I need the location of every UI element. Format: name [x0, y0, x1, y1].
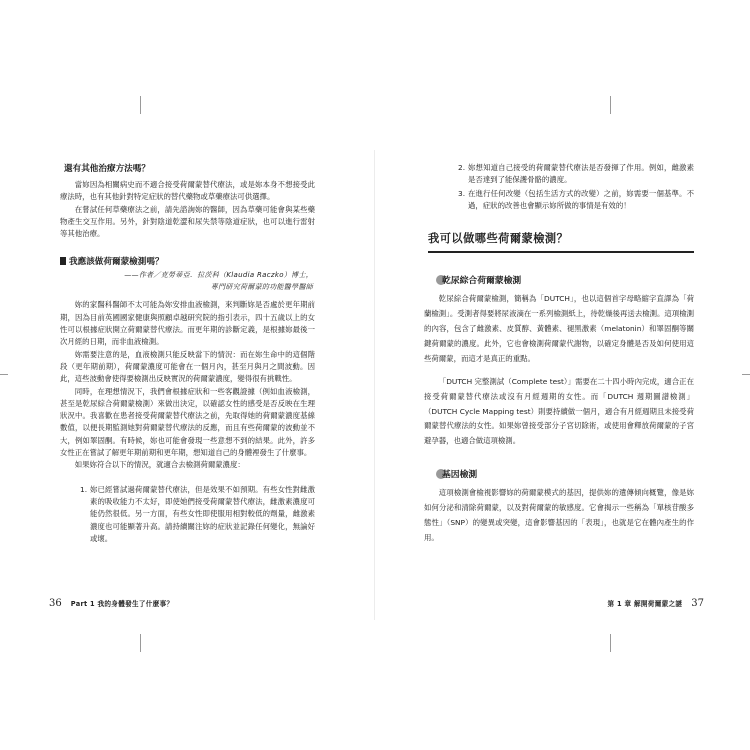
right-page	[424, 162, 694, 546]
page-gutter	[374, 150, 375, 620]
paragraph: 乾尿綜合荷爾蒙檢測，簡稱為「DUTCH」，也以這個首字母略縮字直譯為「荷蘭檢測」。受測者得要將尿液滴在一系列檢測紙上，待乾燥後再送去檢測。這項檢測的內容，包含了雌激素、皮質醇、黃體素、褪黑激素（melatonin）和睪固酮等關鍵荷爾蒙的濃度。此外，它也會檢測荷爾蒙代謝物，以確定身體是否及如何使用這些荷爾蒙，而這才是真正的重點。	[424, 294, 694, 363]
paragraph: 當妳因為相關病史而不適合接受荷爾蒙替代療法，或是妳本身不想接受此療法時，也有其他針對特定症狀的替代藥物或草藥療法可供選擇。	[60, 180, 315, 202]
section-heading	[436, 467, 694, 480]
question-heading	[60, 255, 315, 267]
section-heading-text: 基因檢測	[442, 470, 478, 481]
question-heading-text: 我應該做荷爾蒙檢測嗎？	[69, 257, 164, 268]
left-folio	[49, 598, 173, 609]
section-heading: 還有其他治療方法嗎？	[64, 164, 150, 174]
crop-mark	[610, 96, 611, 114]
paragraph: 妳需要注意的是，血液檢測只能反映當下的情況：而在妳生命中的這個階段（更年期前期），荷爾蒙濃度可能會在一個月內，甚至月與月之間波動。因此，這些波動會使得要檢測出反映實況的荷爾蒙濃度，變得很有挑戰性。	[60, 349, 315, 384]
list-text: 在進行任何改變（包括生活方式的改變）之前，妳需要一個基準。不過，症狀的改善也會顯示妳所做的事情是有效的！	[468, 188, 694, 210]
numbered-list	[80, 484, 315, 545]
attribution	[60, 270, 313, 293]
right-folio	[608, 598, 704, 609]
attribution-line: 專門研究荷爾蒙的功能醫學醫師	[210, 282, 313, 291]
left-page	[60, 162, 315, 545]
list-number: 1.	[80, 484, 88, 494]
attribution-line: ——作者／克勞蒂亞．拉茨科（Klaudia Raczko）博士，	[124, 271, 313, 280]
crop-mark	[610, 634, 611, 652]
page-number: 37	[691, 598, 704, 609]
main-heading: 我可以做哪些荷爾蒙檢測？	[428, 230, 694, 253]
paragraph: 如果妳符合以下的情況，就適合去檢測荷爾蒙濃度：	[74, 460, 245, 470]
running-head: 第 1 章 解開荷爾蒙之謎	[607, 600, 683, 608]
heading-marker-icon	[60, 257, 66, 265]
list-number: 3.	[458, 188, 466, 198]
list-item	[80, 484, 315, 545]
section-heading	[436, 273, 694, 286]
crop-mark	[0, 374, 8, 375]
running-head: Part 1 我的身體發生了什麼事？	[70, 600, 174, 608]
page-number: 36	[49, 598, 62, 609]
paragraph: 妳的家醫科醫師不太可能為妳安排血液檢測，來判斷妳是否處於更年期前期，因為目前英國國家健康與照顧卓越研究院的指引表示，四十五歲以上的女性可以根據症狀開立荷爾蒙替代療法。而更年期的診斷定義，是根據妳最後一次月經的日期，而非血液檢測。	[60, 300, 315, 347]
list-text: 妳已經嘗試過荷爾蒙替代療法，但是效果不如預期。有些女性對雌激素的吸收能力不太好，即使她們接受荷爾蒙替代療法，雌激素濃度可能仍然很低。另一方面，有些女性即使服用相對較低的劑量，雌激素濃度也可能顯著升高。請持續關注妳的症狀並記錄任何變化，無論好或壞。	[90, 484, 315, 543]
list-item	[458, 162, 694, 187]
paragraph: 「DUTCH 完整測試（Complete test）」需要在二十四小時內完成，適合正在接受荷爾蒙替代療法或沒有月經週期的女性。而「DUTCH 週期圖譜檢測」（DUTCH Cycle Mapping test）則要持續做一個月，適合有月經週期且未接受荷爾蒙替代療法的女性。如果妳曾接受部分子宮切除術，或使用會釋放荷爾蒙的子宮避孕器，也適合做這項檢測。	[424, 376, 694, 446]
section-heading-text: 乾尿綜合荷爾蒙檢測	[442, 276, 522, 287]
numbered-list	[458, 162, 694, 212]
list-text: 妳想知道自己接受的荷爾蒙替代療法是否發揮了作用。例如，雌激素是否達到了能保護骨骼的濃度。	[468, 163, 694, 185]
crop-mark	[742, 374, 750, 375]
crop-mark	[140, 96, 141, 114]
list-item	[458, 188, 694, 213]
list-number: 2.	[458, 163, 466, 172]
paragraph: 在嘗試任何草藥療法之前，請先諮詢妳的醫師，因為草藥可能會與某些藥物產生交互作用。另外，針對陰道乾澀和尿失禁等陰道症狀，也可以進行雷射等其他治療。	[60, 204, 315, 239]
crop-mark	[140, 634, 141, 652]
paragraph: 同時，在理想情況下，我們會根據症狀和一些客觀證據（例如血液檢測，甚至是乾尿綜合荷爾蒙檢測）來做出決定，以確認女性的感受是否反映在生理狀況中。我喜歡在患者接受荷爾蒙替代療法之前，先取得她的荷爾蒙濃度基線數值，以便長期監測她對荷爾蒙替代療法的反應，而且有些荷爾蒙的波動並不大，例如睪固酮。有時候，妳也可能會發現一些意想不到的結果。此外，許多女性正在嘗試了解更年期前期和更年期，想知道自己的身體裡發生了什麼事。	[60, 386, 315, 458]
paragraph: 這項檢測會檢視影響妳的荷爾蒙模式的基因，提供妳的遺傳傾向概覽，像是妳如何分泌和清除荷爾蒙，以及對荷爾蒙的敏感度。它會揭示一些稱為「單核苷酸多態性」（SNP）的變異或突變，這會影響基因的「表現」，也就是它在體內產生的作用。	[424, 488, 694, 542]
